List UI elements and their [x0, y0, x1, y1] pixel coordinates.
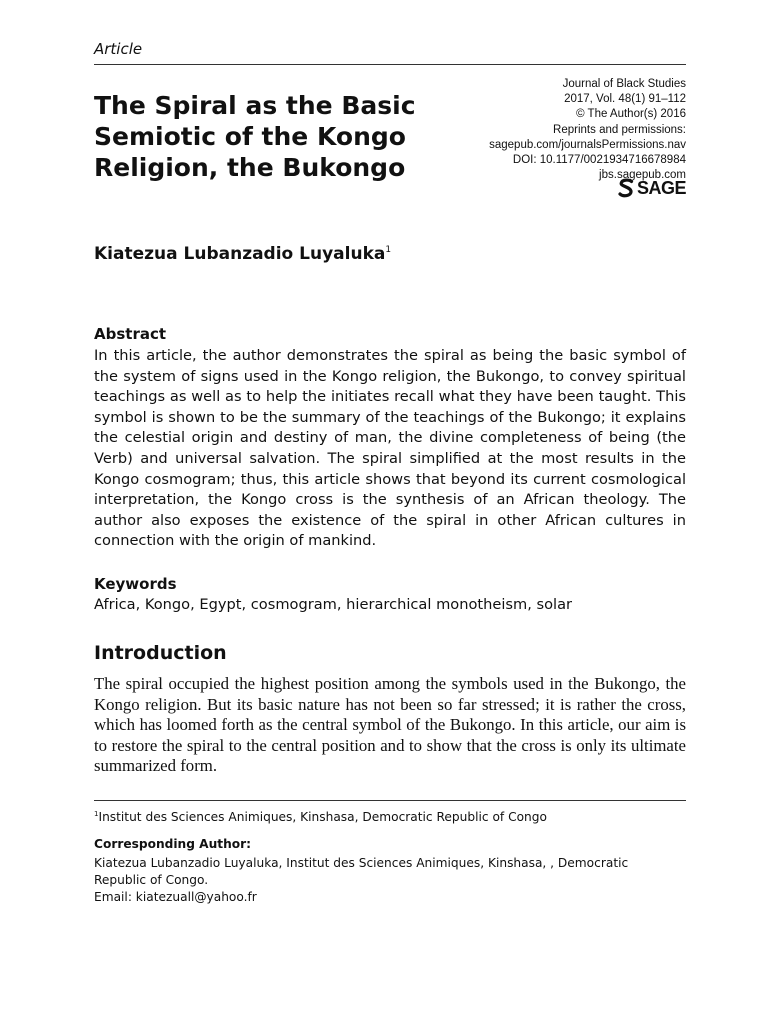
- header-rule: [94, 64, 686, 65]
- keywords-text: Africa, Kongo, Egypt, cosmogram, hierarchical monotheism, solar: [94, 596, 573, 613]
- footnote-rule: [94, 800, 686, 801]
- corresponding-author-address: Kiatezua Lubanzadio Luyaluka, Institut des Sciences Animiques, Kinshasa, , Democratic Republic of Congo.: [94, 856, 629, 887]
- corresponding-author-block: [94, 855, 654, 905]
- introduction-text: The spiral occupied the highest position among the symbols used in the Bukongo, the Kongo religion. But its basic nature has not been so far stressed; it is rather the cross, which has loomed forth as the central symbol of the Bukongo. In this article, our aim is to restore the spiral to the central position and to show that the cross is only its ultimate summarized form.: [94, 674, 686, 776]
- author-name: Kiatezua Lubanzadio Luyaluka: [94, 244, 386, 264]
- sage-logo-icon: [617, 178, 635, 198]
- abstract-text: In this article, the author demonstrates the spiral as being the basic symbol of the system of signs used in the Kongo religion, the Bukongo, to convey spiritual teachings as well as to help the initiates recall what they have been taught. This symbol is shown to be the summary of the teachings of the Bukongo; it explains the celestial origin and destiny of man, the divine completeness of being (the Verb) and universal salvation. The spiral simplified at the most results in the Kongo cosmogram; thus, this article shows that beyond its current cosmological interpretation, the Kongo cross is the synthesis of an African theology. The author also exposes the existence of the spiral in other African cultures in connection with the origin of mankind.: [94, 347, 686, 550]
- section-label: Article: [94, 40, 143, 58]
- publisher-logo: [617, 177, 686, 199]
- journal-name: Journal of Black Studies: [562, 78, 686, 90]
- corresponding-author-email[interactable]: Email: kiatezuall@yahoo.fr: [94, 889, 257, 904]
- journal-url[interactable]: jbs.sagepub.com: [599, 169, 686, 182]
- introduction-heading: Introduction: [94, 642, 227, 664]
- article-title: The Spiral as the Basic Semiotic of the Kongo Religion, the Bukongo: [94, 91, 416, 182]
- reprints-label: Reprints and permissions:: [553, 123, 686, 136]
- copyright-line: © The Author(s) 2016: [576, 108, 686, 121]
- journal-volume: 2017, Vol. 48(1) 91–112: [564, 93, 686, 106]
- journal-meta: [386, 77, 686, 183]
- footnote-mark: 1: [94, 810, 99, 818]
- abstract-heading: Abstract: [94, 325, 167, 343]
- author-affiliation-mark: 1: [385, 245, 392, 255]
- publisher-logo-text: SAGE: [636, 177, 686, 198]
- permissions-link[interactable]: sagepub.com/journalsPermissions.nav: [489, 138, 686, 151]
- keywords-heading: Keywords: [94, 575, 177, 593]
- doi-line[interactable]: DOI: 10.1177/0021934716678984: [512, 154, 686, 167]
- affiliation-footnote: [94, 810, 547, 824]
- footnote-text: Institut des Sciences Animiques, Kinshasa, Democratic Republic of Congo: [98, 810, 547, 824]
- corresponding-author-heading: Corresponding Author:: [94, 837, 252, 851]
- author-line: [94, 244, 391, 264]
